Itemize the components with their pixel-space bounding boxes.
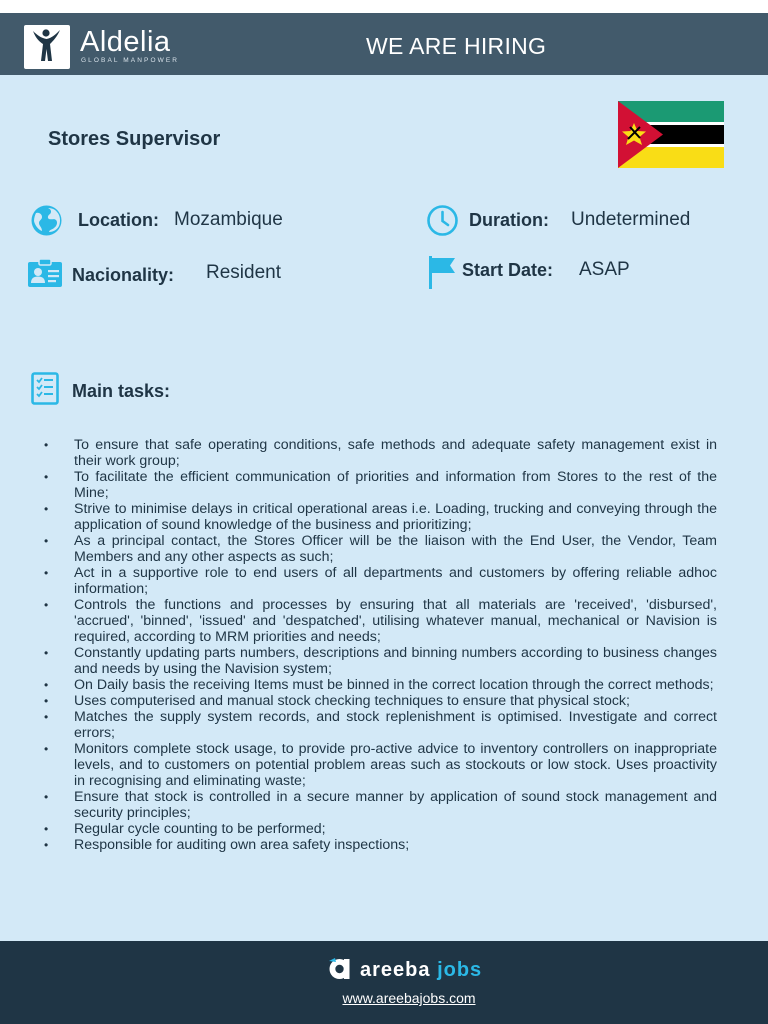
bullet-icon: • xyxy=(44,598,49,612)
task-text: As a principal contact, the Stores Officer will be the liaison with the End User, the Vendor, Team Members and any other aspects as such; xyxy=(74,533,717,565)
task-item xyxy=(40,709,717,741)
task-item xyxy=(40,821,717,837)
task-text: Strive to minimise delays in critical operational areas i.e. Loading, trucking and conveying through the application of sound knowledge of the business and prioritizing; xyxy=(74,501,717,533)
bullet-icon: • xyxy=(44,502,49,516)
nationality-label: Nacionality: xyxy=(72,265,175,285)
checklist-icon xyxy=(31,372,59,405)
task-item xyxy=(40,501,717,533)
task-text: Monitors complete stock usage, to provide pro-active advice to inventory controllers on inappropriate levels, and to customers on potential problem areas such as stockouts or low stock. Uses proactivity in recognising and eliminating waste; xyxy=(74,741,717,789)
brand-subtitle: GLOBAL MANPOWER xyxy=(81,57,180,64)
task-item xyxy=(40,469,717,501)
hiring-headline: WE ARE HIRING xyxy=(366,33,547,59)
footer-bar xyxy=(0,941,768,1024)
bullet-icon: • xyxy=(44,742,49,756)
task-text: Responsible for auditing own area safety inspections; xyxy=(74,837,410,853)
task-item xyxy=(40,693,717,709)
task-text: To facilitate the efficient communication of priorities and information from Stores to the rest of the Mine; xyxy=(74,469,717,501)
globe-icon xyxy=(30,204,63,237)
main-tasks-heading: Main tasks: xyxy=(72,381,171,401)
start-date-value: ASAP xyxy=(579,259,630,280)
footer-brand-areeba: areeba xyxy=(360,959,431,981)
bullet-icon: • xyxy=(44,534,49,548)
bullet-icon: • xyxy=(44,838,49,852)
task-item xyxy=(40,741,717,789)
task-text: Controls the functions and processes by ensuring that all materials are 'received', 'disbursed', 'accrued', 'binned', 'issued' and 'despatched', utilising whatever manual, mechanical or Navision is required, according to MRM priorities and needs; xyxy=(74,597,717,645)
task-text: Regular cycle counting to be performed; xyxy=(74,821,326,837)
bullet-icon: • xyxy=(44,790,49,804)
task-item xyxy=(40,677,717,693)
bullet-icon: • xyxy=(44,566,49,580)
nationality-value: Resident xyxy=(206,262,281,283)
task-item xyxy=(40,597,717,645)
bullet-icon: • xyxy=(44,694,49,708)
bullet-icon: • xyxy=(44,470,49,484)
clock-icon xyxy=(426,204,459,237)
duration-label: Duration: xyxy=(469,210,549,230)
task-text: Constantly updating parts numbers, descriptions and binning numbers according to business changes and needs by using the Navision system; xyxy=(74,645,717,677)
bullet-icon: • xyxy=(44,438,49,452)
location-label: Location: xyxy=(78,210,159,230)
task-item xyxy=(40,645,717,677)
areeba-logo-icon xyxy=(327,956,351,980)
aldelia-logo-icon xyxy=(24,25,70,69)
task-text: Uses computerised and manual stock checking techniques to ensure that physical stock; xyxy=(74,693,630,709)
location-value: Mozambique xyxy=(174,209,283,230)
footer-brand-jobs: jobs xyxy=(437,959,483,981)
id-card-icon xyxy=(28,259,62,287)
task-item xyxy=(40,565,717,597)
task-text: Matches the supply system records, and stock replenishment is optimised. Investigate and correct errors; xyxy=(74,709,717,741)
bullet-icon: • xyxy=(44,678,49,692)
duration-value: Undetermined xyxy=(571,209,691,230)
task-text: Ensure that stock is controlled in a secure manner by application of sound stock management and security principles; xyxy=(74,789,717,821)
header-bar xyxy=(0,13,768,75)
job-title: Stores Supervisor xyxy=(48,128,221,150)
footer-website-link[interactable]: www.areebajobs.com xyxy=(342,990,476,1006)
flag-icon xyxy=(429,256,457,289)
bullet-icon: • xyxy=(44,710,49,724)
task-text: On Daily basis the receiving Items must be binned in the correct location through the correct methods; xyxy=(74,677,714,693)
bullet-icon: • xyxy=(44,646,49,660)
task-item xyxy=(40,789,717,821)
task-item xyxy=(40,533,717,565)
task-text: To ensure that safe operating conditions, safe methods and adequate safety management exist in their work group; xyxy=(74,437,717,469)
brand-name: Aldelia xyxy=(80,26,171,58)
start-date-label: Start Date: xyxy=(462,260,554,280)
footer-brand xyxy=(360,957,482,983)
bullet-icon: • xyxy=(44,822,49,836)
mozambique-flag-icon xyxy=(618,101,724,168)
tasks-list xyxy=(40,437,717,853)
task-item xyxy=(40,837,717,853)
task-item xyxy=(40,437,717,469)
task-text: Act in a supportive role to end users of all departments and customers by offering reliable adhoc information; xyxy=(74,565,717,597)
